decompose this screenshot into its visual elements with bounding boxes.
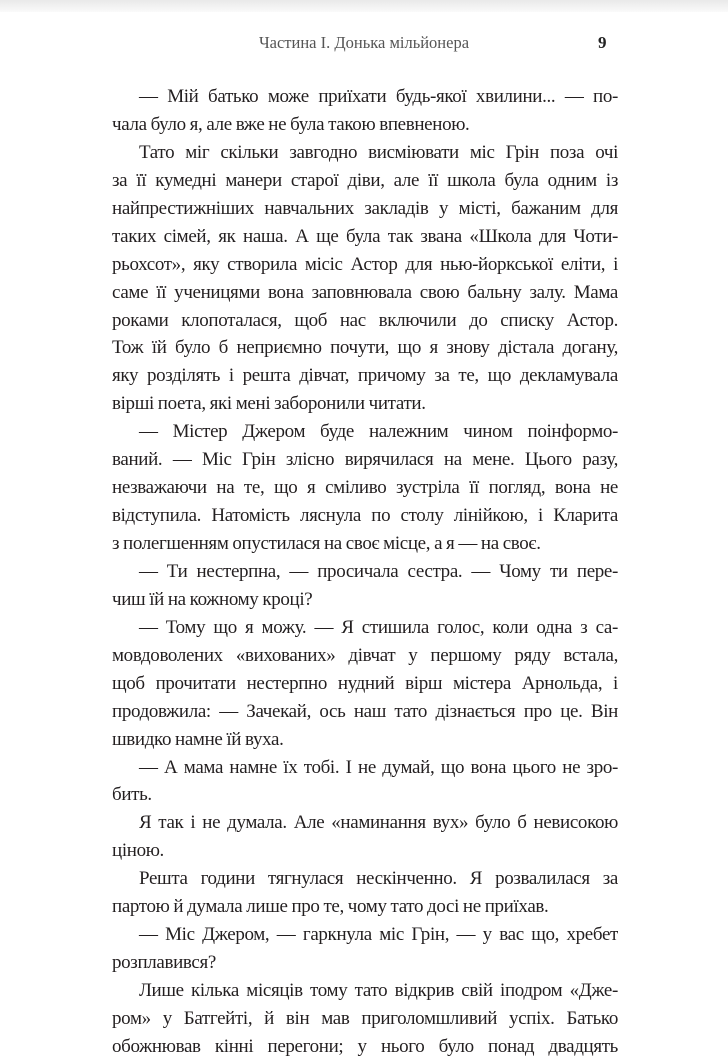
paragraph: [112, 83, 618, 139]
text-line: Тато міг скільки завгодно висміювати міс Грін поза очі: [139, 141, 618, 163]
text-line: незважаючи на те, що я сміливо зустріла її погляд, вона не: [112, 477, 618, 499]
text-line: швидко намне їй вуха.: [112, 728, 284, 750]
text-line: — Ти нестерпна, — просичала сестра. — Чому ти пере-: [139, 560, 618, 582]
text-line: таких сімей, як наша. А ще була так звана «Школа для Чоти-: [112, 225, 618, 247]
text-line: — Мій батько може приїхати будь-якої хвилини... — по-: [139, 86, 618, 107]
text-line: за її кумедні манери старої діви, але її школа була одним із: [112, 169, 618, 191]
running-header: [0, 33, 728, 57]
text-line: обожнював кінні перегони; у нього було понад двадцять: [112, 1035, 618, 1057]
text-line: — Містер Джером буде належним чином поінформо-: [139, 421, 618, 443]
paragraph: [112, 614, 618, 754]
chapter-title: Частина І. Донька мільйонера: [258, 33, 470, 52]
paragraph: [112, 418, 618, 558]
text-line: щоб прочитати нестерпно нудний вірш містера Арнольда, і: [112, 672, 618, 694]
text-line: Решта години тягнулася нескінченно. Я розвалилася за: [139, 868, 618, 890]
text-line: чиш їй на кожному кроці?: [112, 588, 313, 610]
text-line: Лише кілька місяців тому тато відкрив свій іподром «Дже-: [139, 980, 618, 1001]
text-line: саме її ученицями вона заповнювала свою бальну залу. Мама: [112, 281, 618, 303]
text-line: бить.: [112, 784, 152, 806]
paragraph: [112, 865, 618, 921]
text-line: відступила. Натомість ляснула по столу лінійкою, і Кларита: [112, 505, 618, 527]
text-line: роками клопоталася, щоб нас включили до списку Астор.: [112, 309, 618, 331]
text-line: найпрестижніших навчальних закладів у місті, бажаним для: [112, 197, 618, 219]
text-line: з полегшенням опустилася на своє місце, а я — на своє.: [112, 533, 541, 554]
text-line: вірші поета, які мені заборонили читати.: [112, 393, 426, 415]
text-line: — Міс Джером, — гаркнула міс Грін, — у вас що, хребет: [139, 924, 618, 946]
paragraph: [112, 754, 618, 810]
text-line: ваний. — Міс Грін злісно вирячилася на мене. Цього разу,: [112, 449, 618, 471]
text-line: ром» у Батгейті, й він мав приголомшливий успіх. Батько: [112, 1007, 618, 1029]
paragraph: [112, 558, 618, 614]
paragraph: [112, 809, 618, 865]
text-line: мовдоволених «вихованих» дівчат у першому ряду встала,: [112, 644, 618, 666]
text-line: чала було я, але вже не була такою впевненою.: [112, 113, 470, 135]
text-line: Тож їй було б неприємно почути, що я знову дістала догану,: [112, 337, 618, 359]
text-line: яку розділять і решта дівчат, причому за те, що декламувала: [112, 365, 618, 387]
paragraph: [112, 139, 618, 418]
body-text: [112, 83, 618, 1061]
text-line: продовжила: — Зачекай, ось наш тато дізнається про це. Він: [112, 700, 618, 722]
page-top-edge: [0, 0, 728, 12]
text-line: — Тому що я можу. — Я стишила голос, коли одна з са-: [139, 616, 618, 638]
paragraph: [112, 921, 618, 977]
text-line: рьохсот», яку створила місіс Астор для нью-йоркської еліти, і: [112, 253, 618, 275]
page-number: 9: [598, 33, 607, 52]
text-line: Я так і не думала. Але «наминання вух» було б невисокою: [139, 812, 618, 834]
text-line: партою й думала лише про те, чому тато досі не приїхав.: [112, 896, 549, 918]
paragraph: [112, 977, 618, 1061]
text-line: ціною.: [112, 840, 164, 862]
text-line: — А мама намне їх тобі. І не думай, що вона цього не зро-: [139, 756, 618, 778]
text-line: розплавився?: [112, 952, 216, 974]
